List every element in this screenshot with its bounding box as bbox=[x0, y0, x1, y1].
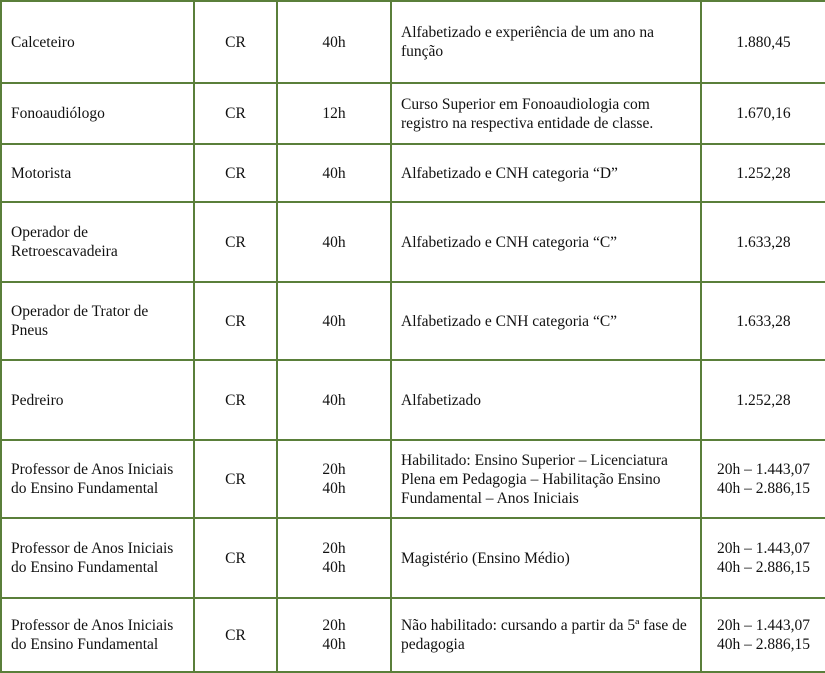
carga-line: 40h bbox=[322, 480, 346, 497]
vagas-cell: CR bbox=[194, 83, 277, 144]
carga-line: 40h bbox=[322, 233, 346, 251]
vagas-cell: CR bbox=[194, 202, 277, 282]
vencimento-cell bbox=[701, 1, 825, 83]
requisito-cell: Alfabetizado e CNH categoria “C” bbox=[391, 202, 701, 282]
vencimento-line: 1.252,28 bbox=[736, 391, 791, 409]
carga-cell bbox=[277, 598, 391, 672]
vencimento-cell bbox=[701, 440, 825, 518]
table-row bbox=[1, 1, 825, 83]
carga-cell bbox=[277, 440, 391, 518]
vagas-cell: CR bbox=[194, 144, 277, 202]
vencimento-line: 1.252,28 bbox=[736, 164, 791, 182]
requisito-cell: Alfabetizado bbox=[391, 360, 701, 440]
vencimento-cell bbox=[701, 202, 825, 282]
vagas-cell: CR bbox=[194, 282, 277, 360]
vencimento-line: 1.670,16 bbox=[736, 105, 791, 122]
carga-line: 40h bbox=[322, 636, 346, 653]
cargo-cell: Professor de Anos Iniciais do Ensino Fundamental bbox=[1, 440, 194, 518]
carga-line: 20h bbox=[322, 461, 346, 478]
table-row bbox=[1, 518, 825, 598]
carga-line: 12h bbox=[322, 105, 346, 122]
cargo-cell: Professor de Anos Iniciais do Ensino Fundamental bbox=[1, 518, 194, 598]
carga-cell bbox=[277, 282, 391, 360]
carga-cell bbox=[277, 202, 391, 282]
table-row bbox=[1, 440, 825, 518]
carga-cell bbox=[277, 1, 391, 83]
requisito-cell: Habilitado: Ensino Superior – Licenciatura Plena em Pedagogia – Habilitação Ensino Fundamental – Anos Iniciais bbox=[391, 440, 701, 518]
vencimento-cell bbox=[701, 518, 825, 598]
requisito-cell: Não habilitado: cursando a partir da 5ª fase de pedagogia bbox=[391, 598, 701, 672]
carga-line: 20h bbox=[322, 540, 346, 557]
vencimento-cell bbox=[701, 83, 825, 144]
vagas-cell: CR bbox=[194, 1, 277, 83]
table-row bbox=[1, 202, 825, 282]
table-row bbox=[1, 83, 825, 144]
vencimento-line: 1.633,28 bbox=[736, 233, 791, 251]
requisito-cell: Magistério (Ensino Médio) bbox=[391, 518, 701, 598]
carga-cell bbox=[277, 518, 391, 598]
vencimento-cell bbox=[701, 360, 825, 440]
cargo-cell: Professor de Anos Iniciais do Ensino Fundamental bbox=[1, 598, 194, 672]
requisito-cell: Alfabetizado e CNH categoria “D” bbox=[391, 144, 701, 202]
vencimento-line: 40h – 2.886,15 bbox=[717, 559, 810, 576]
cargo-cell: Calceteiro bbox=[1, 1, 194, 83]
requisito-cell: Curso Superior em Fonoaudiologia com registro na respectiva entidade de classe. bbox=[391, 83, 701, 144]
table-row bbox=[1, 360, 825, 440]
carga-cell bbox=[277, 83, 391, 144]
table-row bbox=[1, 598, 825, 672]
vencimento-cell bbox=[701, 144, 825, 202]
cargo-cell: Motorista bbox=[1, 144, 194, 202]
cargo-cell: Fonoaudiólogo bbox=[1, 83, 194, 144]
carga-line: 20h bbox=[322, 617, 346, 634]
vencimento-line: 40h – 2.886,15 bbox=[717, 636, 810, 653]
table-row bbox=[1, 144, 825, 202]
carga-line: 40h bbox=[322, 559, 346, 576]
vencimento-line: 20h – 1.443,07 bbox=[717, 540, 810, 557]
vagas-cell: CR bbox=[194, 518, 277, 598]
carga-line: 40h bbox=[322, 164, 346, 182]
vencimento-line: 1.633,28 bbox=[736, 312, 791, 330]
vencimento-cell bbox=[701, 282, 825, 360]
table-row bbox=[1, 282, 825, 360]
requisito-cell: Alfabetizado e CNH categoria “C” bbox=[391, 282, 701, 360]
carga-cell bbox=[277, 360, 391, 440]
vencimento-cell bbox=[701, 598, 825, 672]
vencimento-line: 1.880,45 bbox=[736, 33, 791, 51]
carga-line: 40h bbox=[322, 312, 346, 330]
vagas-cell: CR bbox=[194, 360, 277, 440]
vagas-cell: CR bbox=[194, 598, 277, 672]
requisito-cell: Alfabetizado e experiência de um ano na função bbox=[391, 1, 701, 83]
carga-cell bbox=[277, 144, 391, 202]
cargo-cell: Operador de Retroescavadeira bbox=[1, 202, 194, 282]
carga-line: 40h bbox=[322, 391, 346, 409]
cargo-cell: Operador de Trator de Pneus bbox=[1, 282, 194, 360]
cargo-cell: Pedreiro bbox=[1, 360, 194, 440]
carga-line: 40h bbox=[322, 33, 346, 51]
vencimento-line: 20h – 1.443,07 bbox=[717, 617, 810, 634]
vencimento-line: 40h – 2.886,15 bbox=[717, 480, 810, 497]
vagas-cell: CR bbox=[194, 440, 277, 518]
vencimento-line: 20h – 1.443,07 bbox=[717, 461, 810, 478]
